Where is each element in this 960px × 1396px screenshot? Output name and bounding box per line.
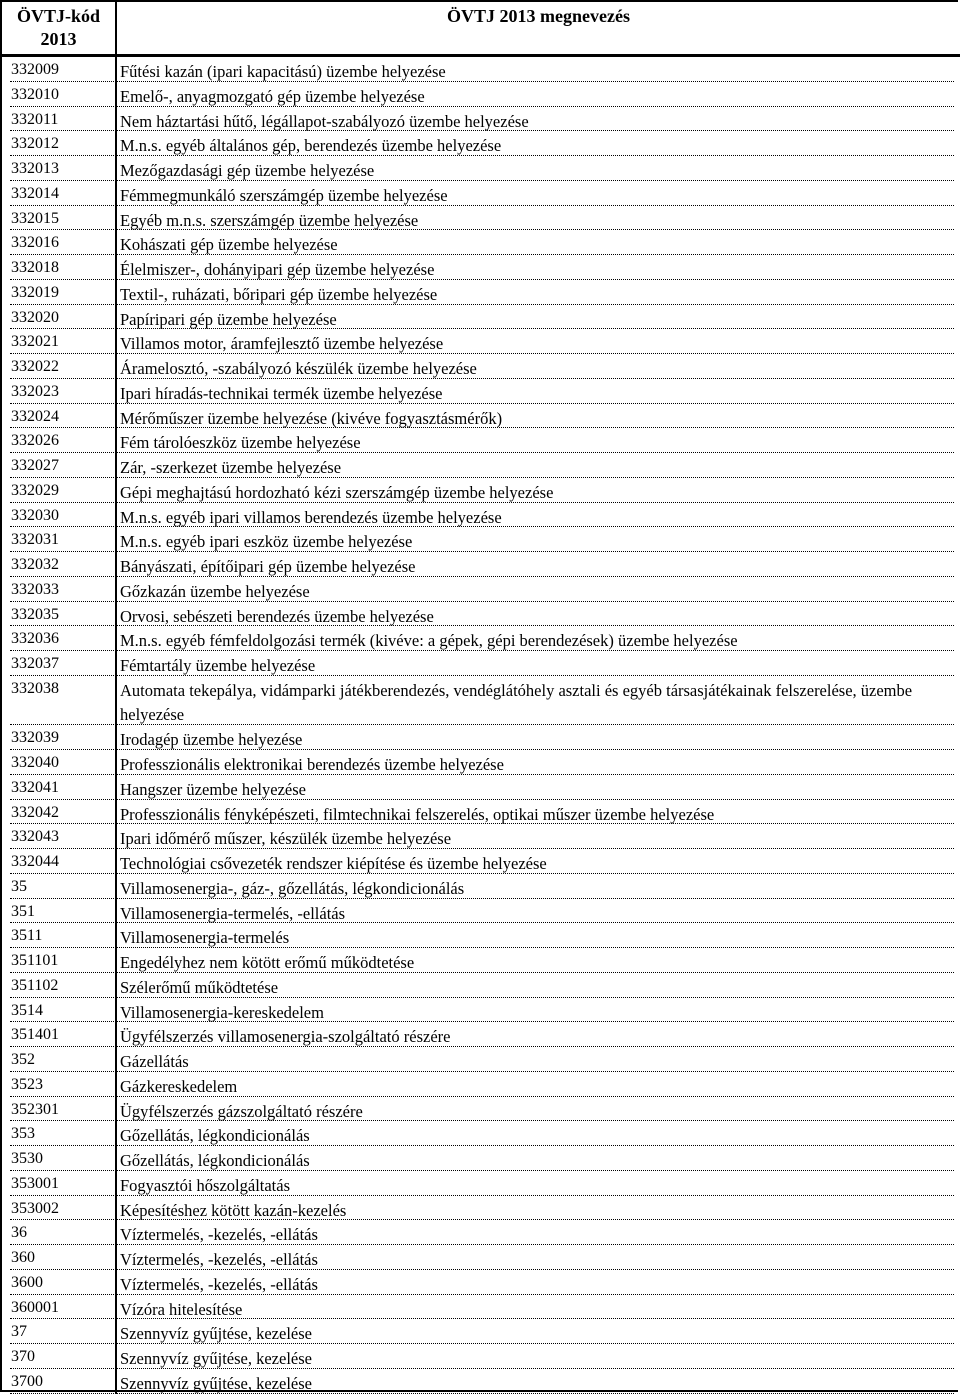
code-cell [2, 1171, 117, 1196]
code-cell [2, 948, 117, 973]
code-cell [2, 329, 117, 354]
name-cell: Villamosenergia-termelés [120, 928, 290, 948]
code-cell [2, 1270, 117, 1295]
code-cell [2, 404, 117, 429]
table-row [2, 57, 960, 82]
code-text: 332026 [11, 432, 59, 450]
name-cell: Mérőműszer üzembe helyezése (kivéve fogyasztásmérők) [120, 408, 503, 428]
table-row [2, 874, 960, 899]
code-cell [2, 800, 117, 825]
table-row [2, 948, 960, 973]
code-text: 332018 [11, 259, 59, 276]
code-cell [2, 107, 117, 132]
table-row [2, 206, 960, 231]
code-text: 332022 [11, 358, 59, 375]
code-text: 35 [11, 877, 27, 895]
code-cell [2, 775, 117, 800]
code-text: 351102 [11, 976, 59, 994]
name-cell: Élelmiszer-, dohányipari gép üzembe helyezése [120, 260, 435, 279]
code-cell [2, 82, 117, 107]
code-text: 332036 [11, 630, 59, 648]
table-row [2, 379, 960, 404]
code-text: 3700 [11, 1372, 43, 1390]
code-cell [2, 1196, 117, 1221]
name-cell: Víztermelés, -kezelés, -ellátás [120, 1274, 318, 1294]
code-text: 332023 [11, 382, 59, 400]
code-cell [2, 131, 117, 156]
code-cell [2, 305, 117, 330]
table-row [2, 1171, 960, 1196]
code-text: 3523 [11, 1075, 43, 1093]
table-row [2, 156, 960, 181]
table-header [2, 2, 960, 57]
code-cell [2, 1097, 117, 1122]
code-cell [2, 1344, 117, 1369]
code-header-line2: 2013 [40, 29, 77, 49]
code-text: 332021 [11, 333, 59, 351]
code-text: 370 [11, 1348, 35, 1365]
table-row [2, 453, 960, 478]
code-text: 332019 [11, 283, 59, 301]
code-cell [2, 206, 117, 231]
table-row [2, 973, 960, 998]
code-text: 332011 [11, 110, 59, 128]
name-cell: Hangszer üzembe helyezése [120, 779, 306, 799]
name-cell: Víztermelés, -kezelés, -ellátás [120, 1225, 318, 1245]
name-cell: Professzionális fényképészeti, filmtechnikai felszerelés, optikai műszer üzembe helyezése [120, 804, 715, 824]
table-row [2, 725, 960, 750]
table-row [2, 602, 960, 627]
name-cell: Gőzellátás, légkondicionálás [120, 1126, 310, 1146]
table-row [2, 824, 960, 849]
code-text: 332013 [11, 160, 59, 177]
name-cell: Villamos motor, áramfejlesztő üzembe helyezése [120, 334, 444, 354]
code-cell [2, 428, 117, 453]
table-row [2, 750, 960, 775]
code-cell [2, 1245, 117, 1270]
name-cell: Ügyfélszerzés villamosenergia-szolgáltató részére [120, 1027, 451, 1047]
code-text: 332032 [11, 556, 59, 573]
code-cell [2, 725, 117, 750]
code-cell [2, 998, 117, 1023]
name-cell: Orvosi, sebészeti berendezés üzembe helyezése [120, 606, 434, 626]
code-cell [2, 503, 117, 528]
name-cell: Engedélyhez nem kötött erőmű működtetése [120, 953, 415, 972]
name-cell: Professzionális elektronikai berendezés üzembe helyezése [120, 755, 504, 774]
code-cell [2, 626, 117, 651]
code-text: 332031 [11, 531, 59, 549]
code-cell [2, 379, 117, 404]
table-row [2, 1295, 960, 1320]
code-text: 351401 [11, 1026, 59, 1044]
name-cell: Zár, -szerkezet üzembe helyezése [120, 458, 342, 477]
code-cell [2, 453, 117, 478]
name-cell: Fogyasztói hőszolgáltatás [120, 1175, 291, 1195]
table-row [2, 1344, 960, 1369]
code-cell [2, 676, 117, 726]
table-row [2, 131, 960, 156]
code-text: 332020 [11, 308, 59, 326]
code-cell [2, 899, 117, 924]
name-cell: Fűtési kazán (ipari kapacitású) üzembe helyezése [120, 62, 446, 81]
name-cell: Irodagép üzembe helyezése [120, 730, 303, 750]
name-cell: Nem háztartási hűtő, légállapot-szabályozó üzembe helyezése [120, 111, 529, 131]
table-row [2, 1097, 960, 1122]
name-cell: Szennyvíz gyűjtése, kezelése [120, 1349, 312, 1368]
name-cell: Gázellátás [120, 1052, 189, 1071]
table-row [2, 1146, 960, 1171]
code-cell [2, 57, 117, 82]
table-row [2, 1121, 960, 1146]
table-row [2, 899, 960, 924]
name-cell: Ipari időmérő műszer, készülék üzembe helyezése [120, 829, 452, 849]
code-cell [2, 552, 117, 577]
code-text: 332041 [11, 778, 59, 796]
code-text: 37 [11, 1323, 27, 1341]
table-row [2, 651, 960, 676]
code-cell [2, 1295, 117, 1320]
name-cell: Papíripari gép üzembe helyezése [120, 309, 337, 329]
code-text: 352 [11, 1051, 35, 1068]
name-cell: Fémmegmunkáló szerszámgép üzembe helyezése [120, 185, 448, 205]
name-cell: M.n.s. egyéb fémfeldolgozási termék (kivéve: a gépek, gépi berendezések) üzembe helyezése [120, 631, 738, 651]
table-row [2, 998, 960, 1023]
name-cell: Ipari híradás-technikai termék üzembe helyezése [120, 383, 443, 403]
code-text: 332012 [11, 135, 59, 153]
code-text: 332039 [11, 729, 59, 747]
name-cell: M.n.s. egyéb ipari eszköz üzembe helyezése [120, 532, 413, 552]
code-text: 332024 [11, 407, 59, 425]
code-cell [2, 849, 117, 874]
code-cell [2, 1146, 117, 1171]
code-text: 360 [11, 1249, 35, 1266]
name-cell: Gázkereskedelem [120, 1076, 238, 1096]
name-cell: Fém tárolóeszköz üzembe helyezése [120, 433, 361, 453]
name-cell: Ügyfélszerzés gázszolgáltató részére [120, 1101, 363, 1121]
code-cell [2, 181, 117, 206]
code-text: 353 [11, 1125, 35, 1143]
code-text: 3511 [11, 927, 43, 945]
code-text: 332035 [11, 605, 59, 623]
code-text: 332040 [11, 754, 59, 771]
code-cell [2, 255, 117, 280]
name-cell: Kohászati gép üzembe helyezése [120, 235, 338, 255]
table-row [2, 527, 960, 552]
code-cell [2, 1022, 117, 1047]
name-cell: Áramelosztó, -szabályozó készülék üzembe helyezése [120, 359, 477, 378]
code-cell [2, 923, 117, 948]
table-row [2, 329, 960, 354]
code-text: 332038 [11, 679, 59, 697]
code-cell [2, 156, 117, 181]
table-row [2, 775, 960, 800]
name-cell: Szennyvíz gyűjtése, kezelése [120, 1324, 312, 1344]
name-cell: Textil-, ruházati, bőripari gép üzembe helyezése [120, 284, 438, 304]
table-row [2, 181, 960, 206]
code-cell [2, 1121, 117, 1146]
table-row [2, 849, 960, 874]
code-cell [2, 1220, 117, 1245]
code-header-line1: ÖVTJ-kód [16, 6, 101, 26]
table-row [2, 404, 960, 429]
code-text: 352301 [11, 1100, 59, 1118]
code-text: 3514 [11, 1001, 43, 1019]
code-text: 332015 [11, 209, 59, 227]
name-cell: M.n.s. egyéb általános gép, berendezés üzembe helyezése [120, 136, 502, 156]
table-row [2, 1047, 960, 1072]
code-column-header [2, 2, 117, 54]
name-cell: Szélerőmű működtetése [120, 977, 279, 997]
table-row [2, 230, 960, 255]
code-text: 3600 [11, 1273, 43, 1291]
table-row [2, 354, 960, 379]
table-row [2, 1319, 960, 1344]
code-cell [2, 874, 117, 899]
code-text: 332037 [11, 655, 59, 672]
table-row [2, 923, 960, 948]
name-cell: Gőzellátás, légkondicionálás [120, 1151, 310, 1170]
code-cell [2, 478, 117, 503]
name-cell: Gőzkazán üzembe helyezése [120, 581, 310, 601]
name-cell: Szennyvíz gyűjtése, kezelése [120, 1373, 312, 1393]
code-text: 332044 [11, 853, 59, 870]
name-cell: Egyéb m.n.s. szerszámgép üzembe helyezése [120, 210, 419, 230]
code-text: 351101 [11, 952, 59, 969]
table-row [2, 1072, 960, 1097]
table-row [2, 676, 960, 726]
code-text: 332029 [11, 481, 59, 499]
table-row [2, 1196, 960, 1221]
table-row [2, 503, 960, 528]
code-text: 332030 [11, 506, 59, 524]
table-row [2, 428, 960, 453]
code-cell [2, 602, 117, 627]
code-cell [2, 1047, 117, 1072]
code-cell [2, 824, 117, 849]
name-cell: Villamosenergia-termelés, -ellátás [120, 903, 346, 923]
code-cell [2, 750, 117, 775]
name-cell: M.n.s. egyéb ipari villamos berendezés üzembe helyezése [120, 507, 502, 527]
table-row [2, 1270, 960, 1295]
code-text: 332027 [11, 457, 59, 474]
code-text: 353002 [11, 1199, 59, 1217]
table-row [2, 626, 960, 651]
code-text: 332010 [11, 85, 59, 103]
table-row [2, 1022, 960, 1047]
code-text: 332042 [11, 803, 59, 821]
code-text: 36 [11, 1224, 27, 1242]
name-cell: Mezőgazdasági gép üzembe helyezése [120, 161, 375, 180]
code-text: 332009 [11, 61, 59, 78]
name-cell: Képesítéshez kötött kazán-kezelés [120, 1200, 347, 1220]
name-cell: Fémtartály üzembe helyezése [120, 656, 316, 675]
code-cell [2, 527, 117, 552]
code-text: 332014 [11, 184, 59, 202]
table-row [2, 305, 960, 330]
table-row [2, 478, 960, 503]
name-cell: Villamosenergia-kereskedelem [120, 1002, 324, 1022]
code-cell [2, 577, 117, 602]
code-cell [2, 973, 117, 998]
code-text: 332033 [11, 580, 59, 598]
name-cell: Technológiai csővezeték rendszer kiépítése és üzembe helyezése [120, 854, 547, 873]
code-text: 360001 [11, 1298, 59, 1316]
table-row [2, 1220, 960, 1245]
table-row [2, 82, 960, 107]
table-row [2, 1369, 960, 1394]
table-row [2, 552, 960, 577]
code-cell [2, 1369, 117, 1394]
table-row [2, 255, 960, 280]
name-cell: Víztermelés, -kezelés, -ellátás [120, 1250, 318, 1269]
code-text: 3530 [11, 1150, 43, 1167]
name-cell: Automata tekepálya, vidámparki játékberendezés, vendéglátóhely asztali és egyéb társasjátékainak felszerelése, üzembe helyezése [120, 680, 913, 724]
table-row [2, 577, 960, 602]
code-cell [2, 354, 117, 379]
code-cell [2, 1319, 117, 1344]
table-row [2, 280, 960, 305]
code-cell [2, 280, 117, 305]
table-row [2, 107, 960, 132]
name-cell: Emelő-, anyagmozgató gép üzembe helyezése [120, 86, 425, 106]
name-cell: Vízóra hitelesítése [120, 1299, 243, 1319]
name-cell: Villamosenergia-, gáz-, gőzellátás, légkondicionálás [120, 878, 465, 898]
table-row [2, 1245, 960, 1270]
code-cell [2, 1072, 117, 1097]
code-text: 332016 [11, 234, 59, 252]
table-body [2, 57, 960, 1394]
name-cell: Gépi meghajtású hordozható kézi szerszámgép üzembe helyezése [120, 482, 554, 502]
table-row [2, 800, 960, 825]
code-text: 353001 [11, 1174, 59, 1192]
code-cell [2, 651, 117, 676]
name-column-header: ÖVTJ 2013 megnevezés [447, 6, 630, 26]
code-cell [2, 230, 117, 255]
code-text: 332043 [11, 828, 59, 846]
code-text: 351 [11, 902, 35, 920]
name-cell: Bányászati, építőipari gép üzembe helyezése [120, 557, 416, 576]
